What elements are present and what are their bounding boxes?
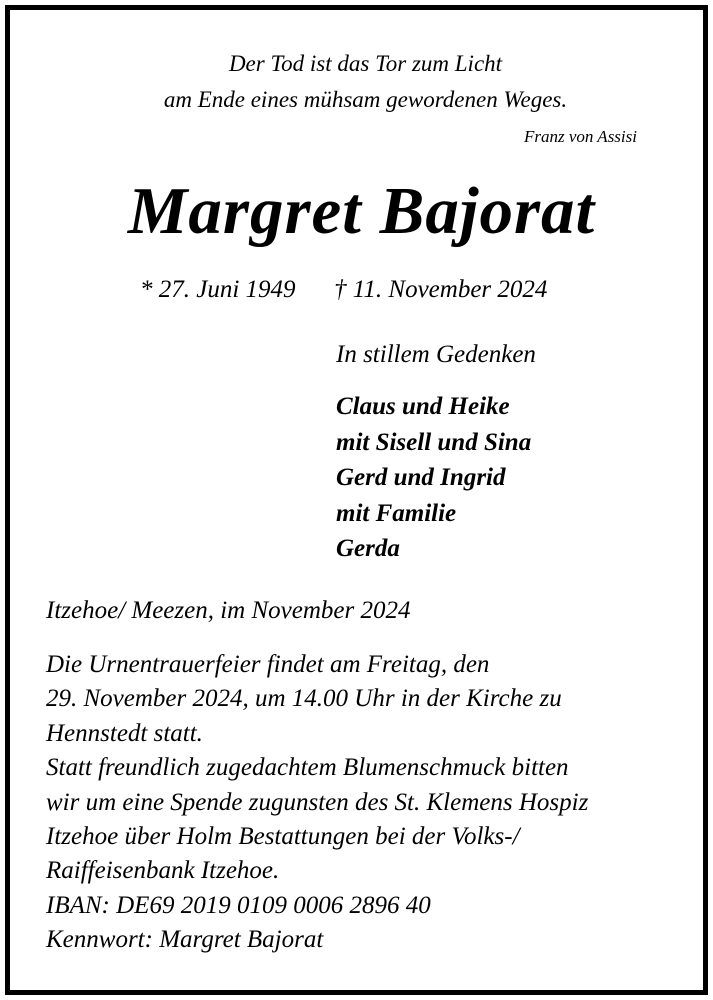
mourner-item: mit Sisell und Sina <box>336 428 532 456</box>
mourner-item: Gerda <box>336 535 400 562</box>
notice-line: wir um eine Spende zugunsten des St. Klemens Hospiz <box>46 788 589 816</box>
death-date: † 11. November 2024 <box>334 276 548 303</box>
quote-line-2: am Ende eines mühsam gewordenen Weges. <box>163 87 568 112</box>
memory-phrase: In stillem Gedenken <box>336 341 536 368</box>
notice-text <box>46 648 588 958</box>
quote-author: Franz von Assisi <box>523 127 637 146</box>
quote-line-1: Der Tod ist das Tor zum Licht <box>228 51 503 76</box>
birth-date: * 27. Juni 1949 <box>140 276 296 303</box>
mourner-item: Gerd und Ingrid <box>336 464 506 491</box>
notice-line: Raiffeisenbank Itzehoe. <box>46 857 280 885</box>
obituary-frame <box>5 5 708 995</box>
notice-line: Hennstedt statt. <box>46 719 203 747</box>
mourner-item: Claus und Heike <box>336 393 510 420</box>
mourners-list <box>336 389 531 567</box>
mourner-item: mit Familie <box>336 499 457 527</box>
notice-line: IBAN: DE69 2019 0109 0006 2896 40 <box>46 891 431 919</box>
notice-line: Die Urnentrauerfeier findet am Freitag, den <box>46 651 490 678</box>
notice-line: Statt freundlich zugedachtem Blumenschmuck bitten <box>46 754 569 782</box>
place-date: Itzehoe/ Meezen, im November 2024 <box>46 597 411 624</box>
notice-line: Itzehoe über Holm Bestattungen bei der Volks-/ <box>46 823 520 851</box>
deceased-name: Margret Bajorat <box>127 174 596 248</box>
notice-line: 29. November 2024, um 14.00 Uhr in der Kirche zu <box>46 685 562 713</box>
notice-line: Kennwort: Margret Bajorat <box>46 926 324 954</box>
